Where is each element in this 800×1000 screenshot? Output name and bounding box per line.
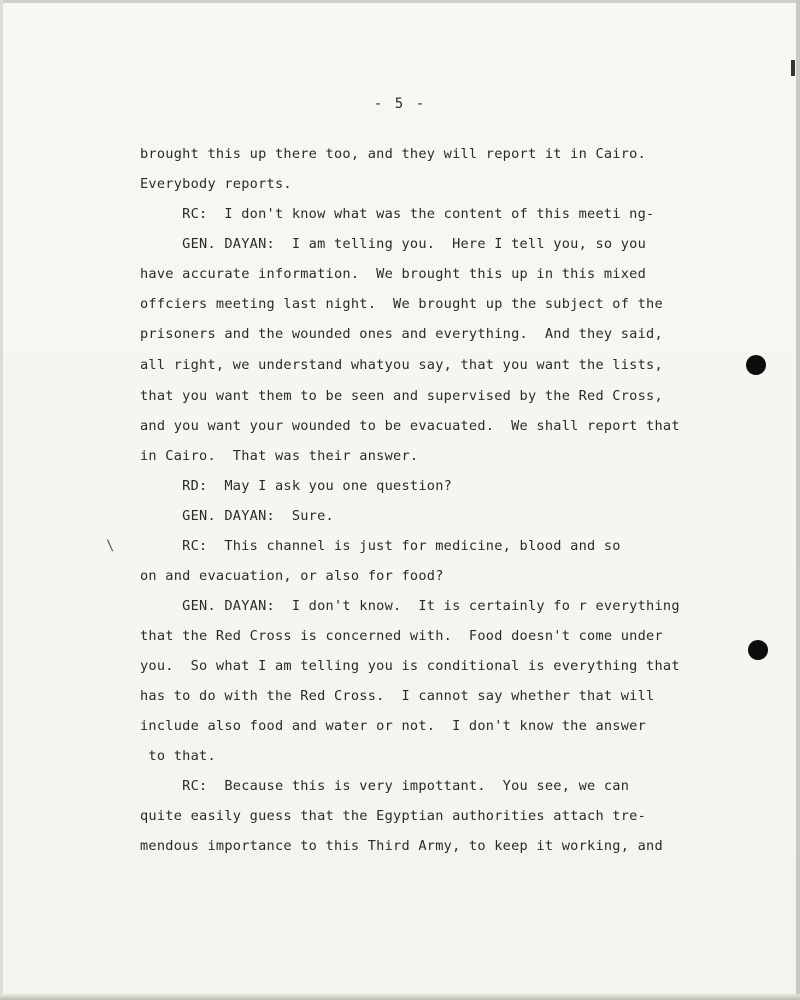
page-edge-right bbox=[796, 0, 800, 1000]
text-line: Everybody reports. bbox=[140, 176, 292, 192]
page-edge-top bbox=[0, 0, 800, 3]
punch-hole-icon bbox=[746, 355, 766, 375]
text-line: and you want your wounded to be evacuated. We shall report that bbox=[140, 418, 680, 434]
text-line: RD: May I ask you one question? bbox=[140, 478, 453, 494]
text-line: has to do with the Red Cross. I cannot say whether that will bbox=[140, 688, 655, 704]
text-line: prisoners and the wounded ones and everything. And they said, bbox=[140, 326, 663, 342]
page-edge-bottom bbox=[0, 994, 800, 1000]
text-line: GEN. DAYAN: I don't know. It is certainly fo r everything bbox=[140, 598, 680, 614]
page-number: - 5 - bbox=[373, 96, 427, 112]
text-line: RC: This channel is just for medicine, blood and so bbox=[140, 538, 621, 554]
text-line: RC: I don't know what was the content of this meeti ng- bbox=[140, 206, 655, 222]
text-line: on and evacuation, or also for food? bbox=[140, 568, 444, 584]
margin-mark: \ bbox=[106, 538, 115, 554]
text-line: that you want them to be seen and supervised by the Red Cross, bbox=[140, 388, 663, 404]
text-line: include also food and water or not. I don't know the answer bbox=[140, 718, 647, 734]
text-line: mendous importance to this Third Army, to keep it working, and bbox=[140, 838, 663, 854]
text-line: you. So what I am telling you is conditional is everything that bbox=[140, 658, 680, 674]
text-line: GEN. DAYAN: Sure. bbox=[140, 508, 334, 524]
text-line: in Cairo. That was their answer. bbox=[140, 448, 419, 464]
page-edge-left bbox=[0, 0, 3, 1000]
text-line: brought this up there too, and they will report it in Cairo. bbox=[140, 146, 647, 162]
text-line: quite easily guess that the Egyptian authorities attach tre- bbox=[140, 808, 647, 824]
text-line: that the Red Cross is concerned with. Food doesn't come under bbox=[140, 628, 663, 644]
punch-hole-icon bbox=[748, 640, 768, 660]
text-line: GEN. DAYAN: I am telling you. Here I tell you, so you bbox=[140, 236, 647, 252]
text-line: to that. bbox=[140, 748, 216, 764]
text-line: have accurate information. We brought this up in this mixed bbox=[140, 266, 647, 282]
scan-mark bbox=[791, 60, 795, 76]
text-line: RC: Because this is very impottant. You see, we can bbox=[140, 778, 630, 794]
text-line: offciers meeting last night. We brought up the subject of the bbox=[140, 296, 663, 312]
text-line: all right, we understand whatyou say, that you want the lists, bbox=[140, 357, 663, 373]
